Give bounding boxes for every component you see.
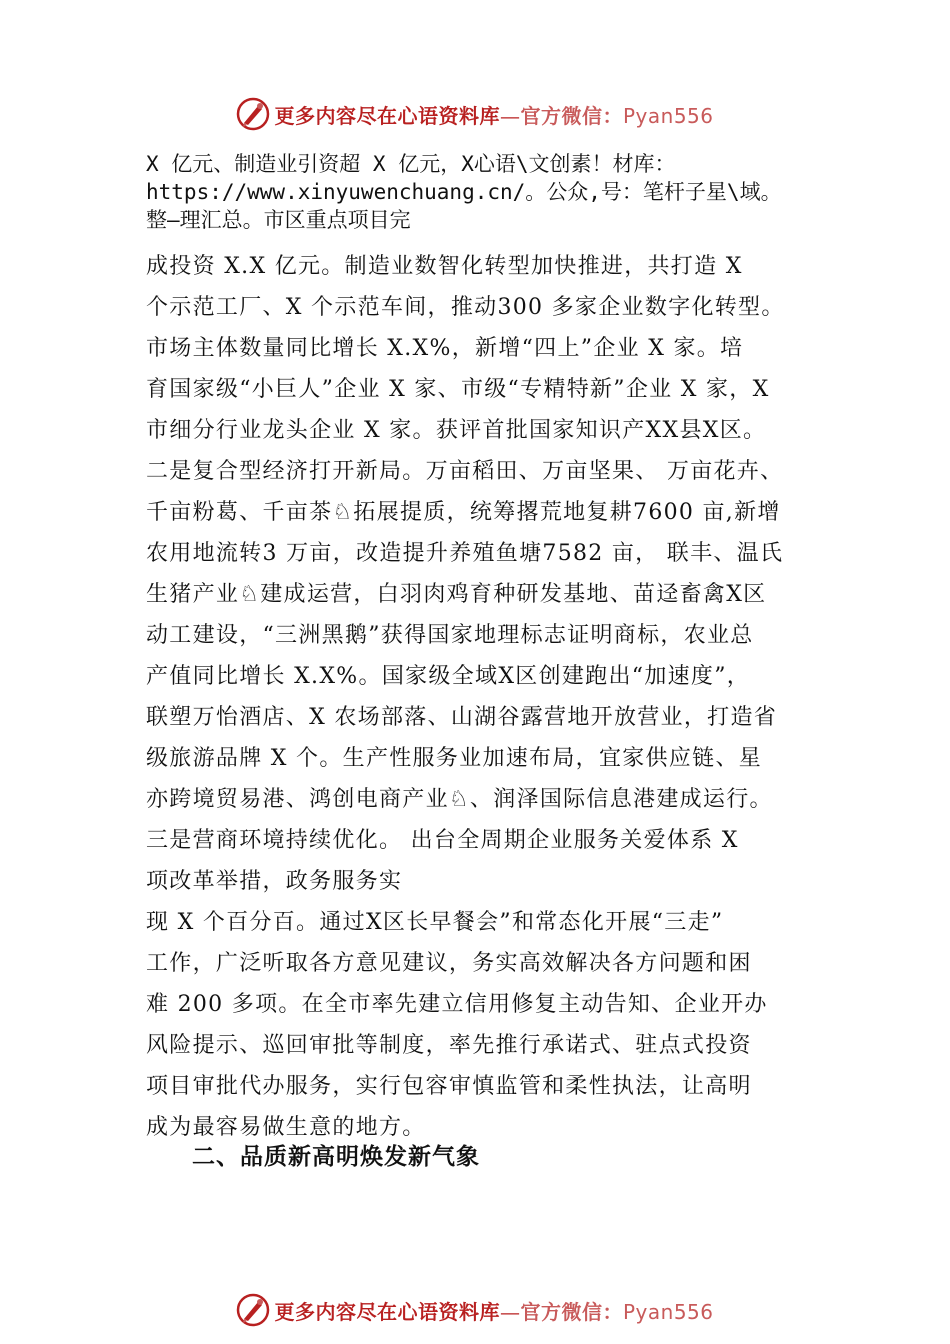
watermark-block [146, 150, 826, 234]
paragraph [146, 246, 826, 1148]
text-line: 动工建设，“三洲黑鹅”获得国家地理标志证明商标，农业总 [146, 623, 754, 648]
text-line: 个示范工厂、X 个示范车间，推动300 多家企业数字化转型。 [146, 295, 785, 320]
text-line: 生猪产业♘建成运营，白羽肉鸡育种研发基地、苗迳畜禽X区 [146, 582, 767, 607]
banner-separator: — [499, 103, 521, 128]
footer-banner [0, 1290, 950, 1330]
text-line: 风险提示、巡回审批等制度，率先推行承诺式、驻点式投资 [146, 1033, 752, 1058]
banner-official: 官方微信： [520, 103, 623, 128]
text-line: 成投资 X.X 亿元。制造业数智化转型加快推进，共打造 X [146, 254, 743, 279]
text-line: 二是复合型经济打开新局。万亩稻田、万亩坚果、 万亩花卉、 [146, 459, 784, 484]
banner-official: 官方微信： [520, 1299, 623, 1324]
text-line: 工作，广泛听取各方意见建议，务实高效解决各方问题和困 [146, 951, 752, 976]
text-line: 项目审批代办服务，实行包容审慎监管和柔性执法，让高明 [146, 1074, 752, 1099]
text-line: 农用地流转3 万亩，改造提升养殖鱼塘7582 亩， 联丰、温氏 [146, 541, 784, 566]
text-line: 成为最容易做生意的地方。 [146, 1115, 426, 1140]
banner-main: 更多内容尽在心语资料库 [274, 1299, 500, 1324]
banner-text [274, 1296, 713, 1325]
banner-main: 更多内容尽在心语资料库 [274, 103, 500, 128]
watermark-line: https://www.xinyuwenchuang.cn/。公众,号：笔杆子星\域。 [146, 180, 782, 204]
text-line: 级旅游品牌 X 个。生产性服务业加速布局，宜家供应链、星 [146, 746, 763, 771]
section-heading: 二、品质新高明焕发新气象 [192, 1144, 480, 1170]
text-line: 千亩粉葛、千亩茶♘拓展提质，统筹撂荒地复耕7600 亩,新增 [146, 500, 781, 525]
text-line: 三是营商环境持续优化。 出台全周期企业服务关爱体系 X [146, 828, 739, 853]
banner-handle: Pyan556 [622, 103, 714, 128]
text-line: 市细分行业龙头企业 X 家。获评首批国家知识产XX县X区。 [146, 418, 767, 443]
banner-handle: Pyan556 [622, 1299, 714, 1324]
banner-text [274, 100, 713, 129]
text-line: 市场主体数量同比增长 X.X%，新增“四上”企业 X 家。培 [146, 336, 744, 361]
text-line: 产值同比增长 X.X%。国家级全域X区创建跑出“加速度”， [146, 664, 751, 689]
text-line: 联塑万怡酒店、X 农场部落、山湖谷露营地开放营业，打造省 [146, 705, 778, 730]
text-line: 难 200 多项。在全市率先建立信用修复主动告知、企业开办 [146, 992, 768, 1017]
watermark-line: X 亿元、制造业引资超 X 亿元，X心语\文创素！材库： [146, 152, 676, 176]
text-line: 项改革举措，政务服务实 [146, 869, 403, 894]
text-line: 育国家级“小巨人”企业 X 家、市级“专精特新”企业 X 家，X [146, 377, 770, 402]
text-line: 亦跨境贸易港、鸿创电商产业♘、润泽国际信息港建成运行。 [146, 787, 773, 812]
banner-separator: — [499, 1299, 521, 1324]
document-body [146, 150, 826, 1148]
header-banner [0, 94, 950, 134]
pen-logo-icon [236, 97, 270, 131]
text-line: 现 X 个百分百。通过X区长早餐会”和常态化开展“三走” [146, 910, 724, 935]
pen-logo-icon [236, 1293, 270, 1327]
watermark-line: 整—理汇总。市区重点项目完 [146, 208, 411, 232]
